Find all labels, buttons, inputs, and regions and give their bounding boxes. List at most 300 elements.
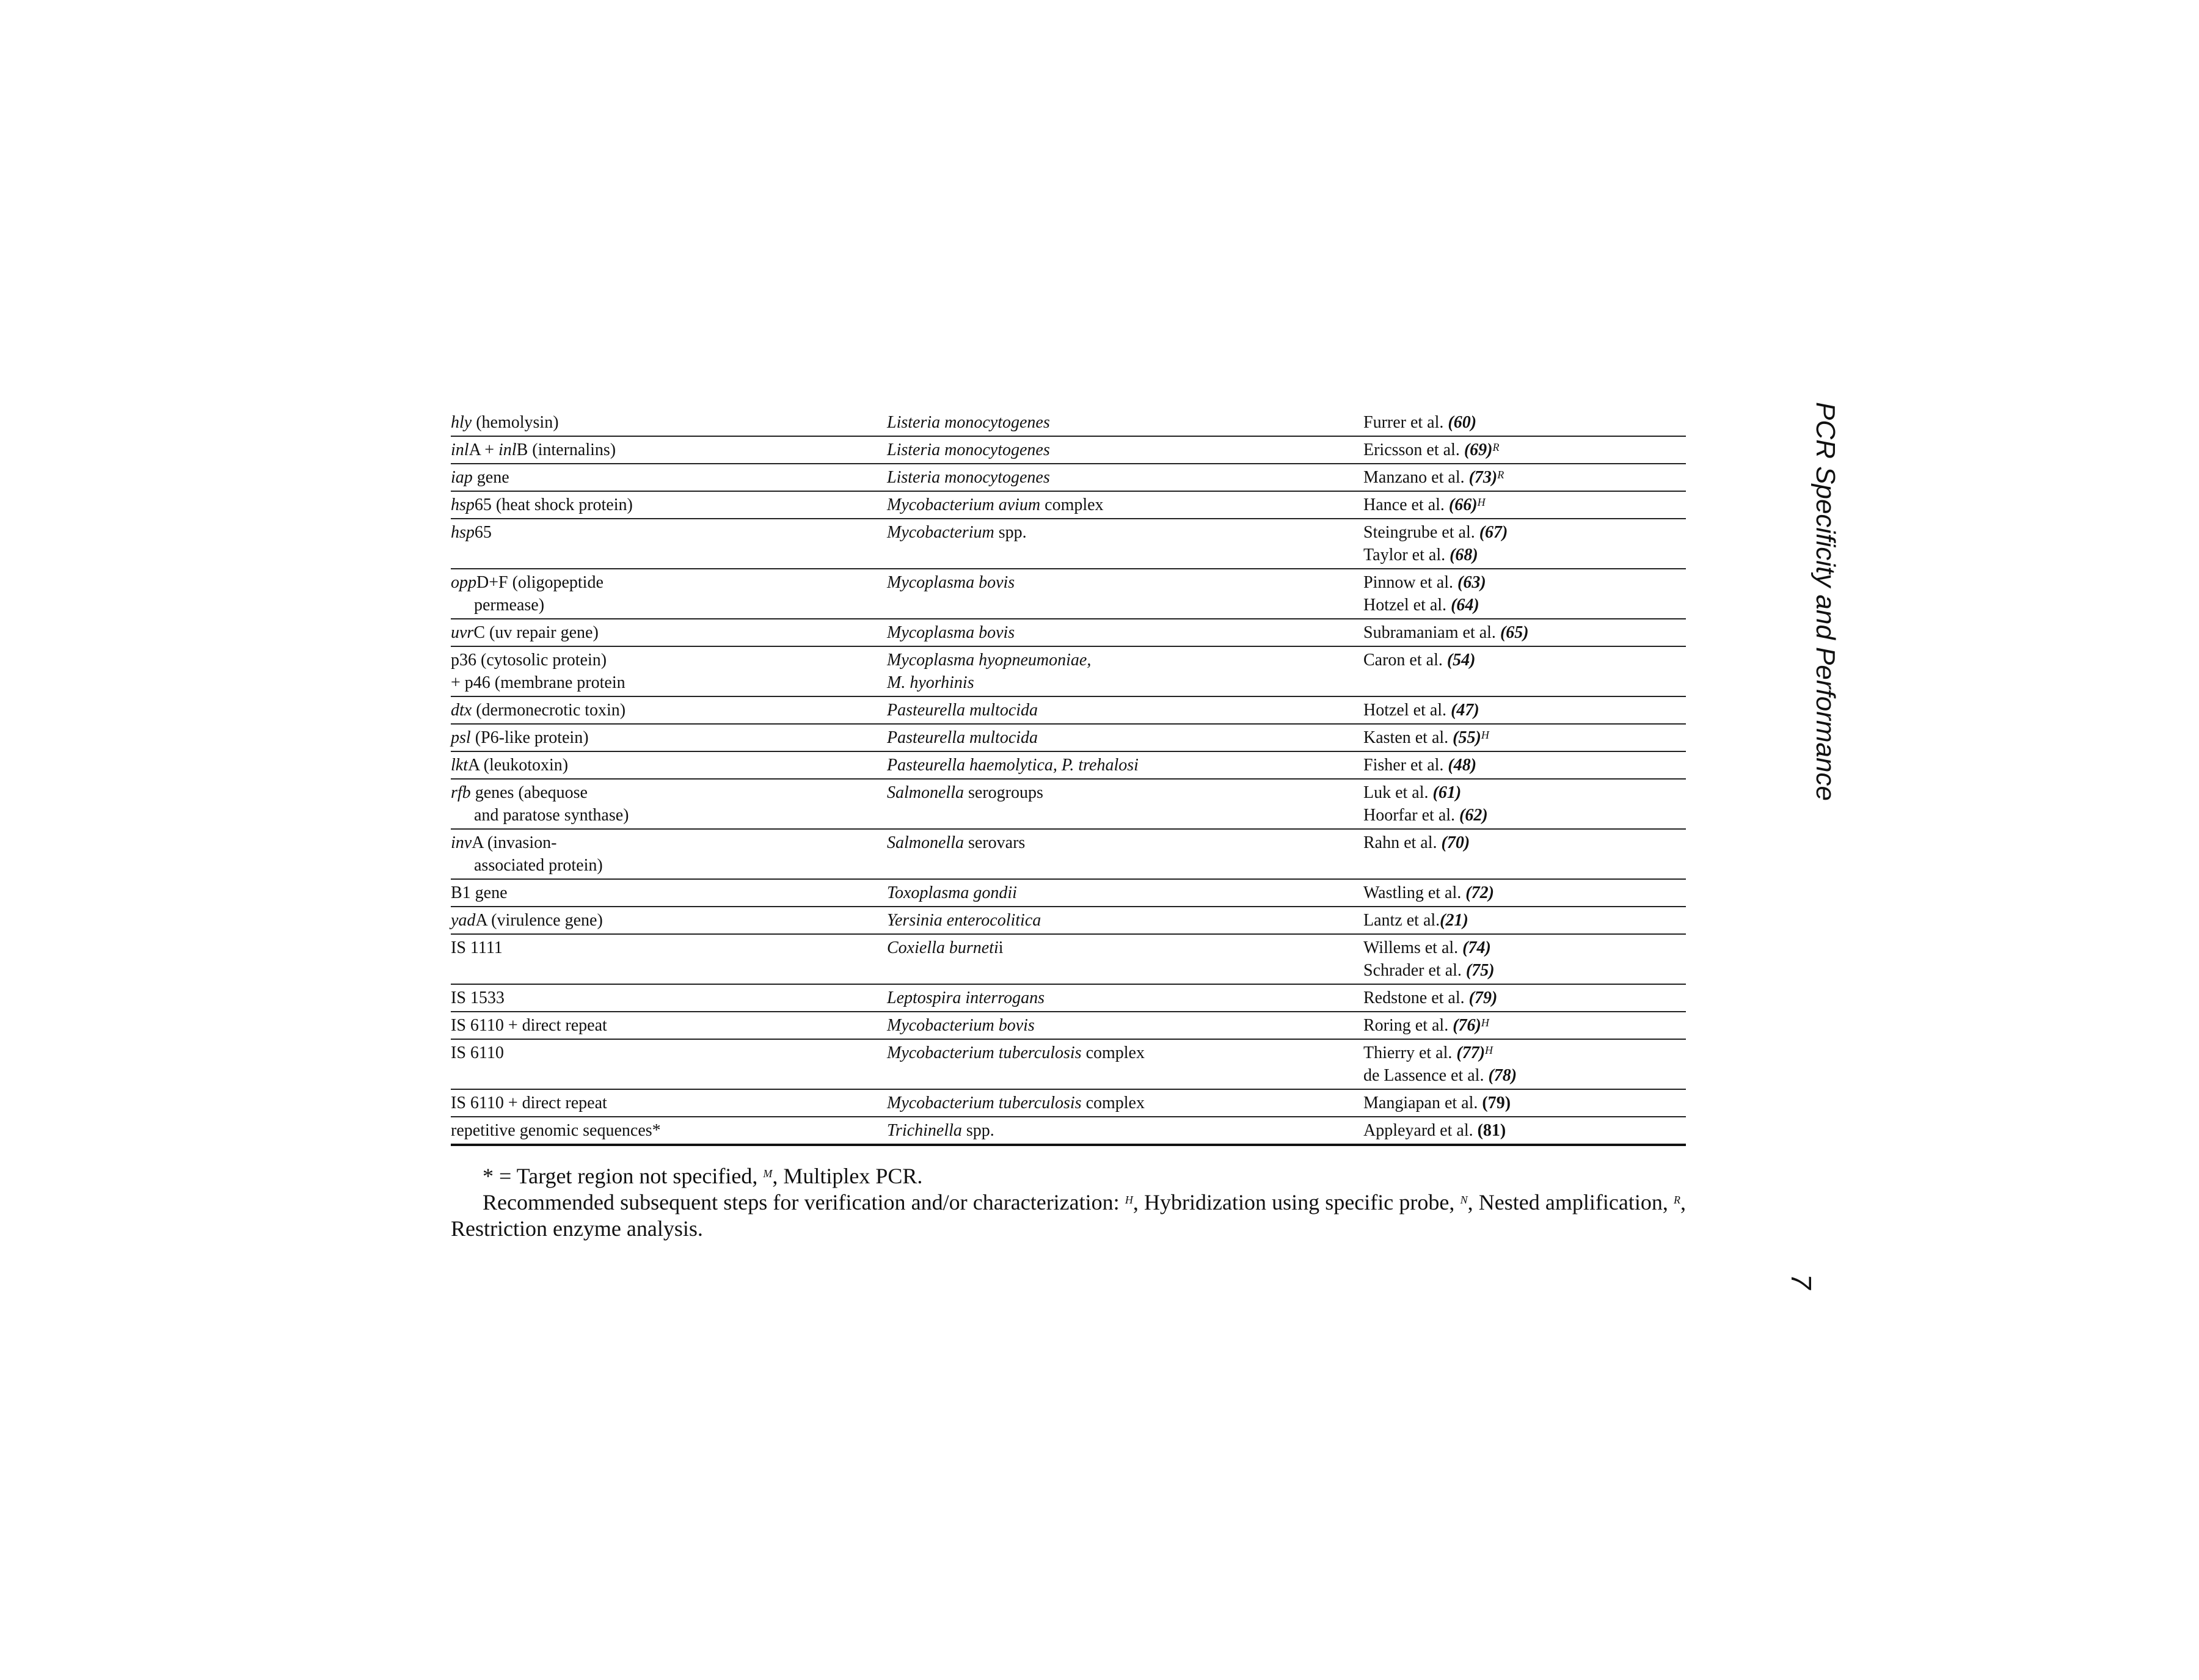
reference-cell — [1363, 984, 1686, 1012]
italic-text: hsp — [451, 523, 475, 542]
reference-number: (64) — [1451, 596, 1479, 615]
target-gene — [451, 831, 887, 854]
reference-cell — [1363, 519, 1686, 569]
target-gene — [451, 494, 887, 516]
italic-text: Mycoplasma hyopneumoniae, — [887, 651, 1092, 670]
text-run: Kasten et al. — [1363, 728, 1453, 747]
reference-number: (54) — [1446, 651, 1476, 670]
organism-name — [887, 649, 1363, 671]
target-gene — [451, 411, 887, 434]
italic-text: Mycobacterium avium — [887, 495, 1041, 514]
reference-number: (79) — [1482, 1094, 1511, 1112]
italic-text: dtx — [451, 701, 472, 720]
organism-name — [887, 571, 1363, 594]
italic-text: Pasteurella multocida — [887, 728, 1038, 747]
organism-name — [887, 1014, 1363, 1037]
table-row — [451, 879, 1686, 907]
text-run: Thierry et al. — [1363, 1043, 1457, 1062]
target-gene-cell — [451, 984, 887, 1012]
page-number — [1785, 1274, 1826, 1310]
text-run: IS 1533 — [451, 988, 505, 1007]
target-gene — [451, 1014, 887, 1037]
text-run: Schrader et al. — [1363, 961, 1466, 980]
reference — [1363, 909, 1686, 932]
table-row — [451, 934, 1686, 984]
target-gene-cell — [451, 696, 887, 724]
text-run: B1 gene — [451, 883, 508, 902]
table-row — [451, 619, 1686, 646]
reference-cell — [1363, 569, 1686, 619]
organism-cell — [887, 619, 1363, 646]
text-run: Lantz et al. — [1363, 911, 1440, 930]
target-gene-cell — [451, 464, 887, 491]
organism-name — [887, 781, 1363, 804]
text-run: Recommended subsequent steps for verification and/or characterization: — [483, 1190, 1125, 1214]
reference — [1363, 494, 1686, 516]
text-run: , Multiplex PCR. — [772, 1164, 923, 1188]
reference-cell — [1363, 696, 1686, 724]
target-gene-continued: permease) — [474, 596, 545, 615]
target-gene — [451, 1092, 887, 1114]
method-superscript: H — [1477, 496, 1486, 508]
organism-cell — [887, 464, 1363, 491]
reference-number: (77) — [1456, 1043, 1486, 1062]
table-row — [451, 751, 1686, 779]
target-gene-cell — [451, 491, 887, 519]
italic-text: inv — [451, 833, 472, 852]
text-run: Hoorfar et al. — [1363, 806, 1460, 825]
reference — [1363, 987, 1686, 1009]
organism-name — [887, 909, 1363, 932]
reference-number: (63) — [1457, 573, 1486, 592]
reference — [1363, 466, 1686, 489]
organism-name — [887, 754, 1363, 776]
method-superscript: H — [1481, 729, 1489, 741]
reference — [1363, 781, 1686, 804]
text-run: (hemolysin) — [472, 413, 559, 432]
target-gene-cell — [451, 1117, 887, 1145]
target-gene-cell — [451, 436, 887, 464]
reference-number: (75) — [1465, 961, 1495, 980]
text-run: Wastling et al. — [1363, 883, 1466, 902]
reference-number: (81) — [1477, 1121, 1506, 1140]
organism-cell — [887, 934, 1363, 984]
organism-cell — [887, 519, 1363, 569]
reference-cell — [1363, 1039, 1686, 1089]
reference-number: (78) — [1488, 1066, 1517, 1085]
text-run: (P6-like protein) — [470, 728, 589, 747]
organism-name — [887, 1092, 1363, 1114]
organism-name — [887, 882, 1363, 904]
organism-cell — [887, 491, 1363, 519]
organism-cell — [887, 779, 1363, 829]
method-superscript: M — [763, 1167, 773, 1180]
method-superscript: R — [1497, 469, 1504, 481]
italic-text: Mycobacterium — [887, 523, 994, 542]
text-run: , Hybridization using specific probe, — [1132, 1190, 1461, 1214]
reference — [1363, 1092, 1686, 1114]
text-run: 65 (heat shock protein) — [474, 495, 633, 514]
reference-cell — [1363, 464, 1686, 491]
text-run: Fisher et al. — [1363, 756, 1448, 775]
text-run: Furrer et al. — [1363, 413, 1448, 432]
footnote — [451, 1163, 1686, 1189]
reference — [1363, 754, 1686, 776]
reference — [1363, 726, 1686, 749]
reference — [1363, 544, 1686, 566]
organism-cell — [887, 436, 1363, 464]
text-run: IS 6110 + direct repeat — [451, 1094, 607, 1112]
organism-cell — [887, 1039, 1363, 1089]
text-run: spp. — [994, 523, 1027, 542]
reference — [1363, 571, 1686, 594]
target-gene-cell — [451, 907, 887, 934]
text-run: Rahn et al. — [1363, 833, 1442, 852]
text-run: Appleyard et al. — [1363, 1121, 1478, 1140]
target-gene — [451, 699, 887, 721]
text-run: , Nested amplification, — [1467, 1190, 1674, 1214]
reference-number: (68) — [1450, 546, 1478, 564]
reference — [1363, 699, 1686, 721]
text-run: A + — [469, 440, 499, 459]
organism-cell — [887, 646, 1363, 696]
text-run: Willems et al. — [1363, 938, 1463, 957]
target-gene — [451, 439, 887, 461]
text-run: spp. — [961, 1121, 994, 1140]
table-row — [451, 491, 1686, 519]
italic-text: Listeria monocytogenes — [887, 440, 1050, 459]
text-run: Manzano et al. — [1363, 468, 1469, 487]
table-row — [451, 646, 1686, 696]
target-gene — [451, 621, 887, 644]
text-run: Steingrube et al. — [1363, 523, 1479, 542]
table-row — [451, 1089, 1686, 1117]
text-run: serogroups — [964, 783, 1043, 802]
text-run: A (invasion- — [472, 833, 557, 852]
text-run: serovars — [964, 833, 1026, 852]
reference — [1363, 1042, 1686, 1064]
target-gene-continued: and paratose synthase) — [474, 806, 629, 825]
reference — [1363, 959, 1686, 982]
reference-cell — [1363, 409, 1686, 436]
italic-text: inl — [498, 440, 517, 459]
italic-text: Coxiella burneti — [887, 938, 999, 957]
target-gene-cell — [451, 934, 887, 984]
italic-text: Leptospira interrogans — [887, 988, 1045, 1007]
italic-text: inl — [451, 440, 469, 459]
reference — [1363, 1014, 1686, 1037]
text-run: Mangiapan et al. — [1363, 1094, 1482, 1112]
organism-name — [887, 699, 1363, 721]
organism-name — [887, 937, 1363, 959]
method-superscript: H — [1485, 1044, 1493, 1056]
target-gene-cell — [451, 879, 887, 907]
reference-number: (76) — [1453, 1016, 1481, 1035]
target-gene — [451, 937, 887, 959]
target-gene — [451, 909, 887, 932]
text-run: , Restriction enzyme analysis. — [451, 1190, 1686, 1241]
italic-text: Mycobacterium tuberculosis — [887, 1043, 1082, 1062]
text-run: * = Target region not specified, — [483, 1164, 764, 1188]
organism-cell — [887, 1117, 1363, 1145]
reference-cell — [1363, 646, 1686, 696]
organism-cell — [887, 409, 1363, 436]
italic-text: Pasteurella haemolytica, P. trehalosi — [887, 756, 1139, 775]
italic-text: iap — [451, 468, 473, 487]
organism-name — [887, 1042, 1363, 1064]
text-run: Luk et al. — [1363, 783, 1433, 802]
target-gene — [451, 987, 887, 1009]
organism-name-line2 — [887, 671, 1363, 694]
text-run: de Lassence et al. — [1363, 1066, 1489, 1085]
table-row — [451, 1117, 1686, 1145]
table-row — [451, 779, 1686, 829]
reference — [1363, 937, 1686, 959]
table-row — [451, 696, 1686, 724]
text-run: Caron et al. — [1363, 651, 1447, 670]
text-run: B (internalins) — [516, 440, 616, 459]
text-run: IS 6110 + direct repeat — [451, 1016, 607, 1035]
target-gene-cell — [451, 1012, 887, 1039]
organism-name — [887, 411, 1363, 434]
italic-text: opp — [451, 573, 476, 592]
text-run: A (leukotoxin) — [468, 756, 569, 775]
footnote — [451, 1189, 1686, 1242]
target-gene — [451, 781, 887, 804]
target-gene-cell — [451, 519, 887, 569]
reference-number: (65) — [1500, 623, 1529, 642]
organism-cell — [887, 751, 1363, 779]
italic-text: Yersinia enterocolitica — [887, 911, 1041, 930]
italic-text: uvr — [451, 623, 474, 642]
reference-cell — [1363, 1117, 1686, 1145]
reference-cell — [1363, 829, 1686, 879]
reference-number: (62) — [1459, 806, 1488, 825]
table-row — [451, 569, 1686, 619]
reference-number: (66) — [1448, 495, 1478, 514]
reference-number: (47) — [1451, 701, 1479, 720]
text-run: C (uv repair gene) — [473, 623, 599, 642]
italic-text: Salmonella — [887, 783, 964, 802]
organism-name — [887, 726, 1363, 749]
reference-number: (61) — [1432, 783, 1462, 802]
target-gene-continued: associated protein) — [474, 856, 603, 875]
reference-number: (60) — [1448, 413, 1477, 432]
table-row — [451, 829, 1686, 879]
organism-cell — [887, 724, 1363, 751]
reference-cell — [1363, 907, 1686, 934]
italic-text: M. hyorhinis — [887, 673, 974, 692]
italic-text: Mycobacterium tuberculosis — [887, 1094, 1082, 1112]
text-run: i — [998, 938, 1004, 957]
target-gene — [451, 726, 887, 749]
organism-name — [887, 987, 1363, 1009]
reference — [1363, 521, 1686, 544]
organism-name — [887, 439, 1363, 461]
target-gene-cell — [451, 569, 887, 619]
text-run: IS 6110 — [451, 1043, 504, 1062]
target-gene — [451, 882, 887, 904]
organism-name — [887, 831, 1363, 854]
italic-text: hsp — [451, 495, 475, 514]
reference-number: (48) — [1448, 756, 1477, 775]
target-gene — [451, 466, 887, 489]
reference-cell — [1363, 619, 1686, 646]
reference — [1363, 1119, 1686, 1142]
text-run: Redstone et al. — [1363, 988, 1469, 1007]
target-gene — [451, 521, 887, 544]
reference-cell — [1363, 751, 1686, 779]
organism-cell — [887, 696, 1363, 724]
reference — [1363, 1064, 1686, 1087]
italic-text: Mycoplasma bovis — [887, 573, 1015, 592]
text-run: complex — [1081, 1094, 1145, 1112]
pcr-target-table-container — [451, 409, 1686, 1146]
text-run: A (virulence gene) — [475, 911, 603, 930]
table-body — [451, 409, 1686, 1145]
table-row — [451, 984, 1686, 1012]
table-row — [451, 409, 1686, 436]
text-run: genes (abequose — [470, 783, 588, 802]
italic-text: Trichinella — [887, 1121, 962, 1140]
organism-cell — [887, 1089, 1363, 1117]
table-row — [451, 436, 1686, 464]
reference — [1363, 831, 1686, 854]
organism-cell — [887, 907, 1363, 934]
organism-name — [887, 466, 1363, 489]
text-run: Ericsson et al. — [1363, 440, 1464, 459]
text-run: Roring et al. — [1363, 1016, 1453, 1035]
organism-cell — [887, 879, 1363, 907]
page-number-text: 7 — [1785, 1274, 1817, 1290]
reference-cell — [1363, 436, 1686, 464]
organism-name — [887, 621, 1363, 644]
target-gene — [451, 571, 887, 594]
organism-cell — [887, 829, 1363, 879]
target-gene — [451, 1119, 887, 1142]
organism-cell — [887, 569, 1363, 619]
method-superscript: R — [1674, 1194, 1680, 1206]
target-gene-cell — [451, 829, 887, 879]
italic-text: lkt — [451, 756, 468, 775]
running-head — [1811, 402, 1840, 842]
table-footnotes — [451, 1163, 1686, 1242]
target-gene-cell — [451, 724, 887, 751]
reference-number: (74) — [1462, 938, 1491, 957]
italic-text: Mycoplasma bovis — [887, 623, 1015, 642]
reference-number: (79) — [1468, 988, 1498, 1007]
italic-text: hly — [451, 413, 472, 432]
method-superscript: R — [1492, 441, 1500, 453]
target-gene — [451, 754, 887, 776]
reference-number: (70) — [1441, 833, 1470, 852]
text-run: gene — [472, 468, 509, 487]
target-gene — [451, 649, 887, 671]
organism-name — [887, 494, 1363, 516]
method-superscript: N — [1460, 1194, 1468, 1206]
reference-cell — [1363, 724, 1686, 751]
italic-text: yad — [451, 911, 476, 930]
text-run: complex — [1081, 1043, 1145, 1062]
text-run: (dermonecrotic toxin) — [472, 701, 626, 720]
table-row — [451, 724, 1686, 751]
target-gene-cell — [451, 1089, 887, 1117]
reference — [1363, 411, 1686, 434]
italic-text: Salmonella — [887, 833, 964, 852]
method-superscript: H — [1125, 1194, 1133, 1206]
reference — [1363, 594, 1686, 616]
table-row — [451, 519, 1686, 569]
reference — [1363, 649, 1686, 671]
target-gene-cell — [451, 751, 887, 779]
reference-number: (21) — [1440, 911, 1468, 930]
text-run: IS 1111 — [451, 938, 503, 957]
table-row — [451, 1012, 1686, 1039]
text-run: Hotzel et al. — [1363, 596, 1451, 615]
text-run: Hotzel et al. — [1363, 701, 1451, 720]
text-run: Hance et al. — [1363, 495, 1449, 514]
text-run: Taylor et al. — [1363, 546, 1450, 564]
italic-text: psl — [451, 728, 471, 747]
reference-cell — [1363, 879, 1686, 907]
text-run: repetitive genomic sequences* — [451, 1121, 661, 1140]
italic-text: rfb — [451, 783, 471, 802]
target-gene-cell — [451, 779, 887, 829]
text-run: Subramaniam et al. — [1363, 623, 1500, 642]
reference-cell — [1363, 934, 1686, 984]
reference — [1363, 439, 1686, 461]
reference-number: (67) — [1479, 523, 1508, 542]
italic-text: Pasteurella multocida — [887, 701, 1038, 720]
organism-name — [887, 1119, 1363, 1142]
reference-number: (69) — [1464, 440, 1493, 459]
italic-text: Toxoplasma gondii — [887, 883, 1017, 902]
text-run: D+F (oligopeptide — [476, 573, 604, 592]
reference — [1363, 804, 1686, 827]
reference — [1363, 882, 1686, 904]
target-gene-cell — [451, 1039, 887, 1089]
target-gene — [451, 1042, 887, 1064]
reference-number: (72) — [1465, 883, 1494, 902]
organism-cell — [887, 1012, 1363, 1039]
italic-text: Listeria monocytogenes — [887, 468, 1050, 487]
reference-cell — [1363, 1089, 1686, 1117]
text-run: Pinnow et al. — [1363, 573, 1457, 592]
table-row — [451, 464, 1686, 491]
table-row — [451, 1039, 1686, 1089]
reference-number: (55) — [1453, 728, 1481, 747]
target-gene-line2: + p46 (membrane protein — [451, 673, 625, 692]
reference-number: (73) — [1468, 468, 1498, 487]
reference-cell — [1363, 491, 1686, 519]
text-run: complex — [1040, 495, 1104, 514]
target-gene-cell — [451, 409, 887, 436]
table-row — [451, 907, 1686, 934]
italic-text: Listeria monocytogenes — [887, 413, 1050, 432]
text-run: 65 — [474, 523, 492, 542]
reference — [1363, 621, 1686, 644]
organism-name — [887, 521, 1363, 544]
method-superscript: H — [1481, 1017, 1489, 1029]
reference-cell — [1363, 779, 1686, 829]
reference-cell — [1363, 1012, 1686, 1039]
italic-text: Mycobacterium bovis — [887, 1016, 1035, 1035]
organism-cell — [887, 984, 1363, 1012]
text-run: p36 (cytosolic protein) — [451, 651, 607, 670]
running-head-text: PCR Specificity and Performance — [1811, 402, 1840, 801]
pcr-target-table — [451, 409, 1686, 1146]
target-gene-cell — [451, 619, 887, 646]
